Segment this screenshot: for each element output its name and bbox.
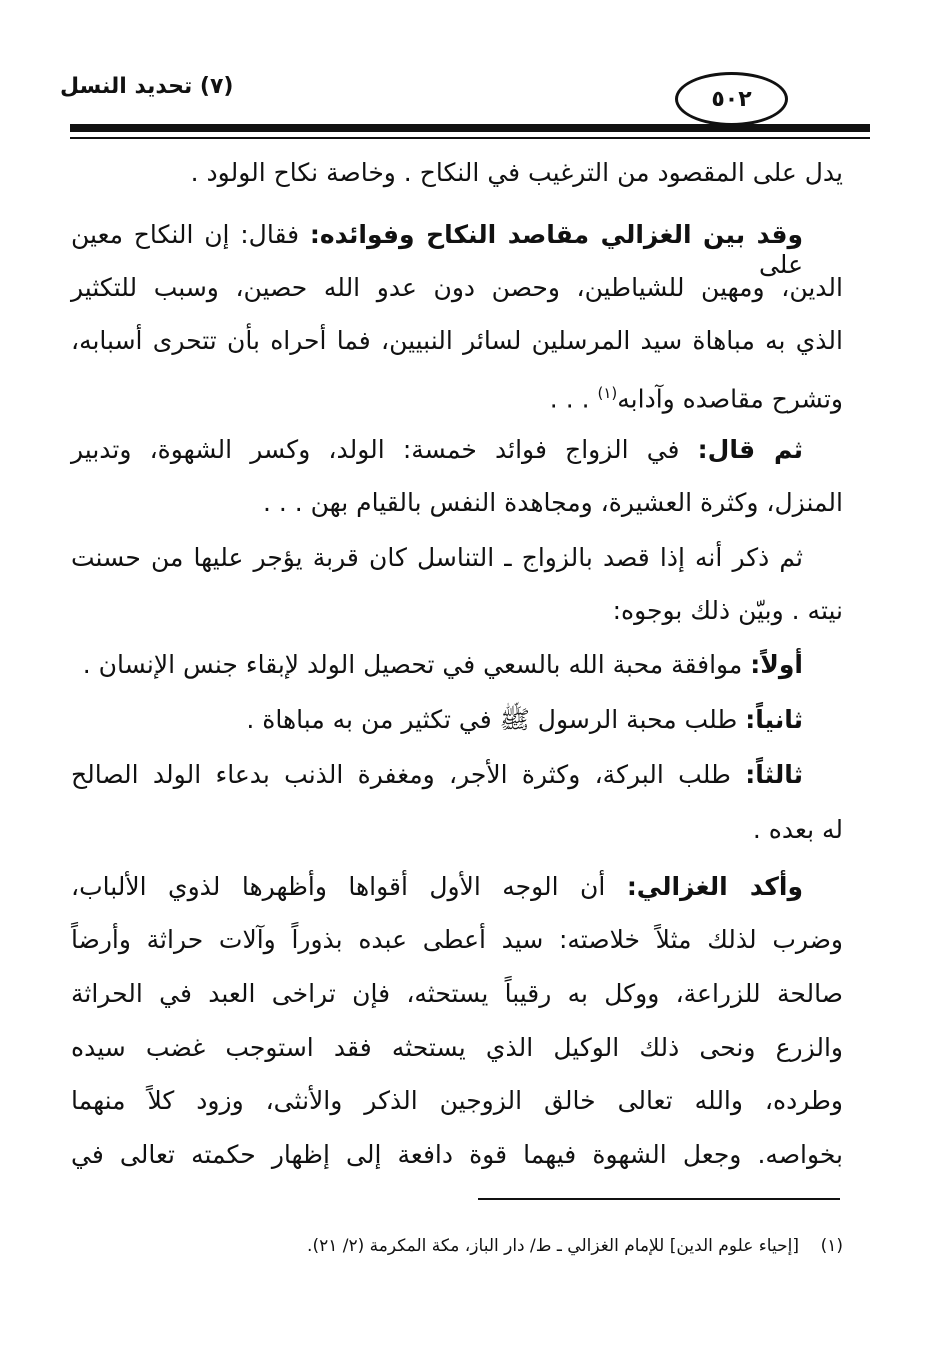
line-text: بخواصه. وجعل الشهوة فيهما قوة دافعة إلى إظهار حكمته تعالى في [71, 1140, 843, 1169]
text-line [71, 979, 843, 1009]
text-line [71, 488, 843, 518]
text-line [71, 220, 843, 280]
text-line [71, 326, 843, 356]
bold-lead: ثانياً: [745, 705, 803, 734]
line-text: طلب البركة، وكثرة الأجر، ومغفرة الذنب بدعاء الولد الصالح [71, 760, 746, 789]
text-line [71, 543, 843, 573]
line-text: في الزواج فوائد خمسة: الولد، وكسر الشهوة، وتدبير [71, 435, 698, 464]
line-text: وضرب لذلك مثلاً خلاصته: سيد أعطى عبده بذوراً وآلات حراثة وأرضاً [71, 925, 843, 954]
text-line [71, 378, 843, 414]
line-text: له بعده . [752, 815, 843, 844]
footnote-text: [إحياء علوم الدين] للإمام الغزالي ـ ط/ دار الباز، مكة المكرمة (٢/ ٢١). [307, 1236, 799, 1256]
text-line [71, 273, 843, 303]
line-text: طلب محبة الرسول ﷺ في تكثير من به مباهاة . [246, 705, 746, 734]
text-line [71, 435, 843, 465]
bold-lead: وأكد الغزالي: [626, 872, 803, 901]
footnote-reference: (١) [597, 384, 618, 402]
text-line [71, 1086, 843, 1116]
line-text: أن الوجه الأول أقواها وأظهرها لذوي الألباب، [71, 872, 627, 901]
line-text: الدين، ومهين للشياطين، وحصن دون عدو الله حصين، وسبب للتكثير [71, 273, 843, 302]
header-rule-thick [70, 124, 870, 132]
text-line [71, 925, 843, 955]
text-line [71, 158, 843, 188]
bold-lead: ثالثاً: [745, 760, 803, 789]
text-line [71, 596, 843, 626]
text-line [71, 872, 843, 902]
bold-lead: ثم قال: [697, 435, 803, 464]
line-text: نيته . وبيّن ذلك بوجوه: [612, 596, 843, 625]
line-text: موافقة محبة الله بالسعي في تحصيل الولد لإبقاء جنس الإنسان . [82, 650, 751, 679]
line-text: الذي به مباهاة سيد المرسلين لسائر النبيين، فما أحراه بأن تتحرى أسبابه، [71, 326, 843, 355]
footnote [71, 1236, 843, 1256]
footnote-marker: (١) [820, 1236, 843, 1256]
page-number: ٥٠٢ [675, 72, 788, 126]
line-text: فقال: إن النكاح معين على [71, 220, 803, 279]
line-text: ثم ذكر أنه إذا قصد بالزواج ـ التناسل كان قربة يؤجر عليها من حسنت [71, 543, 803, 572]
footnote-separator [478, 1198, 840, 1200]
text-line [71, 1140, 843, 1170]
line-text: المنزل، وكثرة العشيرة، ومجاهدة النفس بالقيام بهن . . . [262, 488, 843, 517]
line-text: وطرده، والله تعالى خالق الزوجين الذكر والأنثى، وزود كلاً منهما [71, 1086, 843, 1115]
line-text: والزرع ونحى ذلك الوكيل الذي يستحثه فقد استوجب غضب سيده [71, 1033, 843, 1062]
text-line [71, 1033, 843, 1063]
line-text: صالحة للزراعة، ووكل به رقيباً يستحثه، فإن تراخى العبد في الحراثة [71, 979, 843, 1008]
line-tail: . . . [549, 384, 598, 414]
line-text: يدل على المقصود من الترغيب في النكاح . وخاصة نكاح الولود . [190, 158, 843, 187]
running-title: (٧) تحديد النسل [60, 74, 234, 99]
bold-lead: وقد بين الغزالي مقاصد النكاح وفوائده: [309, 220, 803, 249]
bold-lead: أولاً: [750, 650, 803, 679]
header-rule-thin [70, 137, 870, 139]
text-line [71, 760, 843, 790]
text-line [71, 705, 843, 735]
text-line [71, 650, 843, 680]
line-text: وتشرح مقاصده وآدابه [617, 384, 843, 414]
text-line [71, 815, 843, 845]
